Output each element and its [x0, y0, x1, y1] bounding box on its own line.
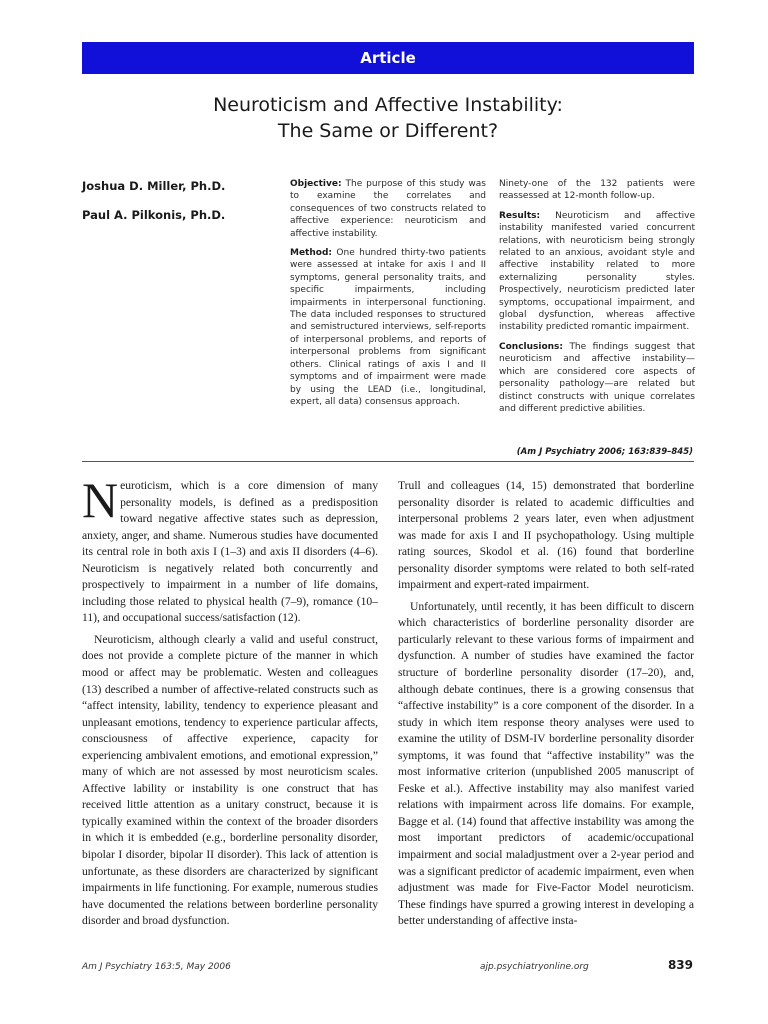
journal-citation: (Am J Psychiatry 2006; 163:839–845)	[516, 447, 693, 457]
abstract-column-1	[290, 178, 486, 415]
page-number: 839	[667, 958, 693, 972]
body-paragraph-1: Neuroticism, which is a core dimension of many personality models, is defined as a predisposition toward negative affective states such as depression, anxiety, anger, and shame. Numerous studies have documented its central role in both axis I (1–3) and axis II disorders (4–6). Neuroticism is negatively related both concurrently and prospectively to impairment in a number of life domains, including those related to physical health (7–9), romance (10–11), and occupational success/satisfaction (12).	[82, 472, 378, 625]
body-paragraph-3: Trull and colleagues (14, 15) demonstrated that borderline personality disorder is related to academic difficulties and interpersonal problems 2 years later, even when adjustment was made for axis I and II psychopathology. Using multiple rating sources, Skodol et al. (16) found that borderline personality disorder symptoms were related to both self-rated impairment and expert-rated impairment.	[398, 479, 694, 592]
results-label: Results:	[499, 210, 541, 221]
body-column-left	[82, 472, 378, 935]
body-paragraph-4: Unfortunately, until recently, it has been difficult to discern which characteristics of borderline personality disorder are particularly relevant to these various forms of impairment and dysfunction. A number of studies have examined the factor structure of borderline personality disorder (17–20), and, although debate continues, there is a growing consensus that “affective instability” is a core component of the disorder. In a study in which item response theory analyses were used to examine the utility of DSM-IV borderline personality disorder symptoms, it was found that “affective instability” was the most informative criterion (unpublished 2005 manuscript of Feske et al.). Affective instability may also manifest varied relations with impairment across life domains. For example, Bagge et al. (14) found that affective instability was among the most important predictors of academic/occupational impairment and social maladjustment over a 2-year period and was a significant predictor of academic impairment, even when adjustment was made for Five-Factor Model neuroticism. These findings have spurred a growing interest in developing a better understanding of affective insta-	[398, 599, 694, 928]
body-column-right	[398, 478, 694, 935]
drop-cap: N	[82, 472, 119, 528]
abstract-results: Results: Neuroticism and affective instability manifested varied concurrent relations, with neuroticism being strongly related to an anxious, avoidant style and affective instability related to more externalizing personality styles. Prospectively, neuroticism predicted later symptoms, occupational impairment, and global dysfunction, whereas affective instability predicted romantic impairment.	[499, 210, 695, 333]
article-banner: Article	[82, 42, 694, 74]
footer-url[interactable]: ajp.psychiatryonline.org	[480, 962, 589, 972]
section-divider	[82, 461, 694, 462]
author-1: Joshua D. Miller, Ph.D.	[82, 179, 226, 193]
conclusions-label: Conclusions:	[499, 341, 564, 352]
abstract-conclusions: Conclusions: The findings suggest that neuroticism and affective instability—which are considered core aspects of personality pathology—are related but distinct constructs with unique correlates and different predictive abilities.	[499, 341, 695, 414]
abstract-method: Method: One hundred thirty-two patients were assessed at intake for axis I and II symptoms, general personality traits, and specific impairments, including impairments in interpersonal functioning. The data included responses to structured and semistructured interviews, self-reports of interpersonal problems, and reports of interpersonal problems from significant others. Clinical ratings of axis I and II symptoms and of impairment were made by using the LEAD (i.e., longitudinal, expert, all data) consensus approach.	[290, 248, 486, 407]
title-line-2: The Same or Different?	[277, 120, 499, 142]
abstract-column-2	[499, 178, 695, 422]
abstract-objective: Objective: The purpose of this study was to examine the correlates and consequences of two constructs related to affective experience: neuroticism and affective instability.	[290, 179, 486, 239]
footer-journal: Am J Psychiatry 163:5, May 2006	[82, 962, 231, 972]
article-title	[82, 92, 694, 144]
objective-label: Objective:	[290, 179, 342, 189]
title-line-1: Neuroticism and Affective Instability:	[213, 94, 563, 116]
abstract-followup: Ninety-one of the 132 patients were reassessed at 12-month follow-up.	[499, 179, 695, 202]
method-label: Method:	[290, 248, 332, 259]
body-paragraph-2: Neuroticism, although clearly a valid and useful construct, does not provide a complete picture of the manner in which mood or affect may be problematic. Westen and colleagues (13) described a number of affective-related constructs such as “affect intensity, lability, tendency to experience pleasant and unpleasant emotions, tendency to experience particular affects, consciousness of affective experience, capacity for experiencing ambivalent emotions, and emotional expression,” many of which are not assessed by most neuroticism scales. Affective lability or instability is one construct that has received little attention as a unitary construct, because it is typically examined within the context of the broader disorders in which it is embedded (e.g., borderline personality disorder, bipolar I disorder, bipolar II disorder). This lack of attention is unfortunate, as these disorders are characterized by significant impairments in life functioning. For example, numerous studies have documented the relations between borderline personality disorder and broad dysfunction.	[82, 632, 378, 928]
author-2: Paul A. Pilkonis, Ph.D.	[82, 208, 226, 222]
